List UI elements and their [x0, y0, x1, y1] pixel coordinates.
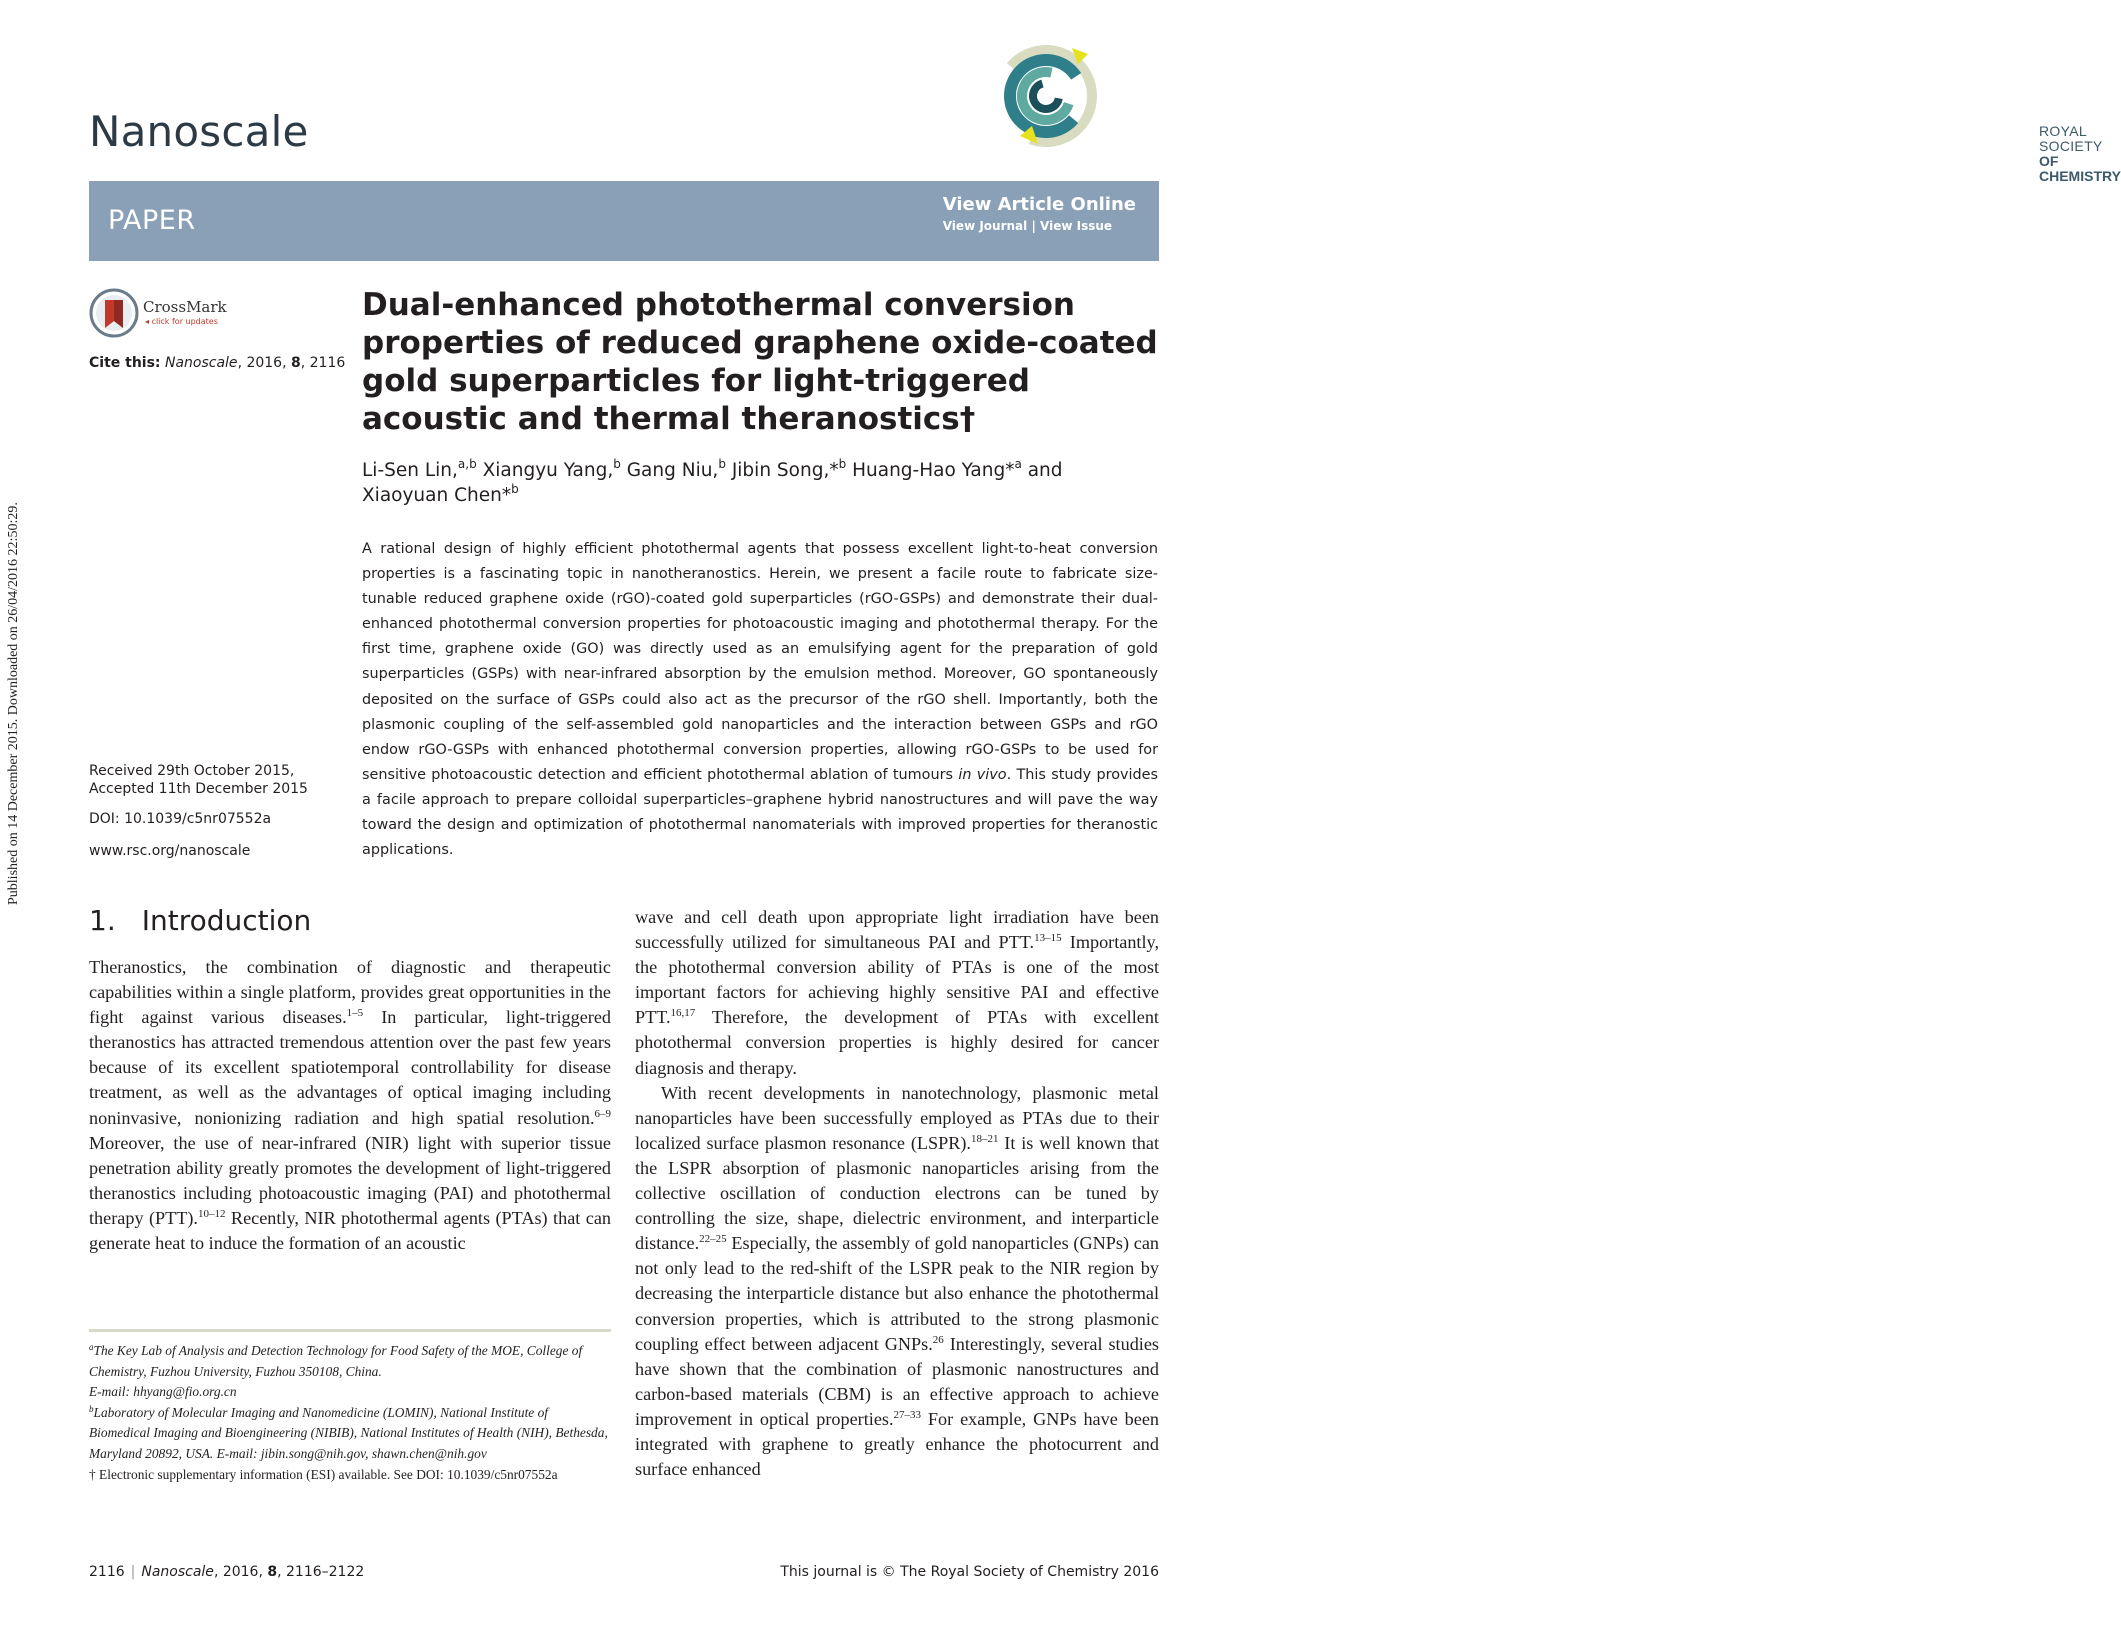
body-text: In particular, light-triggered theranostics has attracted tremendous attention over the past few years because of its excellent spatiotemporal controllability for disease treatment, as well as the advantages of optical imaging including noninvasive, nonionizing radiation and high spatial resolution.	[89, 1007, 611, 1128]
abstract-text: A rational design of highly efficient photothermal agents that possess excellent light-to-heat conversion properties is a fascinating topic in nanotheranostics. Herein, we present a facile route to fabricate size-tunable reduced graphene oxide (rGO)-coated gold superparticles (rGO-GSPs) and demonstrate their dual-enhanced photothermal conversion properties for photoacoustic imaging and photothermal therapy. For the first time, graphene oxide (GO) was directly used as an emulsifying agent for the preparation of gold superparticles (GSPs) with near-infrared absorption by the emulsion method. Moreover, GO spontaneously deposited on the surface of GSPs could also act as the precursor of the rGO shell. Importantly, both the plasmonic coupling of the self-assembled gold nanoparticles and the interaction between GSPs and rGO endow rGO-GSPs with enhanced photothermal conversion properties, allowing rGO-GSPs to be used for sensitive photoacoustic detection and efficient photothermal ablation of tumours	[362, 541, 1158, 783]
rsc-wordmark-line1: ROYAL SOCIETY	[2039, 123, 2103, 154]
section-title: Introduction	[141, 904, 312, 937]
paragraph	[635, 1081, 1159, 1483]
banner-links	[943, 193, 1136, 235]
article-type: PAPER	[108, 205, 196, 236]
body-text: Especially, the assembly of gold nanoparticles (GNPs) can not only lead to the red-shift of the LSPR peak to the NIR region by decreasing the interparticle distance but also enhance the photothermal conversion properties, which is attributed to the strong plasmonic coupling effect between adjacent GNPs.	[635, 1233, 1159, 1354]
citation-ref[interactable]: 13–15	[1034, 932, 1062, 945]
view-issue-link[interactable]: View Issue	[1040, 219, 1113, 233]
abstract	[362, 537, 1158, 863]
rsc-logo-icon	[990, 40, 1150, 152]
citation-ref[interactable]: 6–9	[594, 1107, 611, 1120]
cite-this	[89, 353, 345, 373]
accepted-date: Accepted 11th December 2015	[89, 781, 308, 797]
cite-page: , 2116	[300, 355, 346, 371]
author: Huang-Hao Yang*	[846, 460, 1015, 481]
footnote-divider	[89, 1329, 611, 1332]
citation-ref[interactable]: 22–25	[699, 1233, 727, 1246]
author: Jibin Song,*	[725, 460, 839, 481]
body-text: For example, GNPs have been integrated with graphene to greatly enhance the photocurrent and surface enhanced	[635, 1408, 1160, 1480]
crossmark-label: CrossMark	[143, 298, 227, 316]
page-number: 2116	[89, 1564, 125, 1580]
section-heading	[89, 903, 311, 939]
crossmark-badge[interactable]	[89, 288, 249, 340]
footnote-text: Laboratory of Molecular Imaging and Nanomedicine (LOMIN), National Institute of Biomedical Imaging and Bioengineering (NIBIB), National Institutes of Health (NIH), Bethesda, Maryland 20892, USA. E-mail: jibin.song@nih.gov, shawn.chen@nih.gov	[89, 1404, 608, 1461]
author-list	[362, 458, 1152, 508]
received-dates	[89, 762, 308, 798]
cite-prefix: Cite this:	[89, 355, 161, 371]
view-links-row	[943, 217, 1136, 235]
view-links-divider: |	[1031, 219, 1036, 233]
citation-ref[interactable]: 16,17	[670, 1007, 696, 1020]
download-stamp: Published on 14 December 2015. Downloaded on 26/04/2016 22:50:29.	[6, 502, 21, 905]
body-text: It is well known that the LSPR absorption of plasmonic nanoparticles arising from the collective oscillation of conduction electrons can be tuned by controlling the size, shape, dielectric environment, and interparticle distance.	[635, 1132, 1159, 1254]
body-text: Theranostics, the combination of diagnostic and therapeutic capabilities within a single platform, provides great opportunities in the fight against various diseases.	[89, 957, 611, 1028]
footnote-email[interactable]: E-mail: hhyang@fio.org.cn	[89, 1384, 237, 1400]
footnotes	[89, 1341, 611, 1485]
footer-pages: , 2116–2122	[277, 1564, 365, 1580]
page-footer-copyright: This journal is © The Royal Society of Chemistry 2016	[780, 1564, 1159, 1580]
citation-ref[interactable]: 1–5	[346, 1007, 364, 1020]
citation-ref[interactable]: 27–33	[893, 1408, 922, 1421]
affiliation-sup: a	[1014, 457, 1022, 471]
rsc-logo	[990, 40, 2121, 184]
cite-volume: 8	[291, 355, 301, 371]
section-number: 1.	[89, 904, 116, 937]
body-text: Recently, NIR photothermal agents (PTAs) that can generate heat to induce the formation of an acoustic	[89, 1207, 612, 1254]
affiliation-sup: b	[511, 482, 519, 496]
rsc-wordmark-line2: OF CHEMISTRY	[2039, 153, 2121, 184]
footnote-mark: a	[89, 1342, 94, 1352]
body-column-left	[89, 955, 611, 1256]
view-article-online-link[interactable]: View Article Online	[942, 194, 1136, 215]
footnote-affiliation-a	[89, 1341, 611, 1403]
page-footer-left	[89, 1563, 364, 1581]
body-text: Importantly, the photothermal conversion ability of PTAs is one of the most important factors for achieving highly sensitive PAI and effective PTT.	[635, 932, 1159, 1028]
author: Gang Niu,	[620, 460, 719, 481]
crossmark-sub-text: click for updates	[151, 317, 218, 326]
footnote-mark: b	[89, 1403, 94, 1414]
rsc-wordmark	[2039, 124, 2121, 184]
affiliation-sup: b	[838, 457, 847, 471]
abstract-italic: in vivo	[958, 766, 1007, 783]
received-date: Received 29th October 2015,	[89, 763, 295, 779]
journal-url[interactable]: www.rsc.org/nanoscale	[89, 843, 251, 859]
paragraph	[89, 955, 611, 1256]
footnote-affiliation-b	[89, 1403, 611, 1465]
article-banner	[89, 181, 1159, 261]
crossmark-arrow-icon: ◂	[145, 317, 152, 326]
body-text: With recent developments in nanotechnology, plasmonic metal nanoparticles have been successfully employed as PTAs due to their localized surface plasmon resonance (LSPR).	[635, 1082, 1159, 1153]
author: Xiangyu Yang,	[476, 460, 614, 481]
footer-divider: |	[130, 1564, 136, 1580]
article-doi[interactable]: DOI: 10.1039/c5nr07552a	[89, 811, 272, 827]
body-text: wave and cell death upon appropriate light irradiation have been successfully utilized for simultaneous PAI and PTT.	[635, 907, 1159, 953]
author-and: and	[1021, 460, 1063, 481]
author: Xiaoyuan Chen*	[362, 485, 512, 506]
affiliation-sup: b	[718, 457, 726, 471]
author: Li-Sen Lin,	[362, 460, 458, 481]
citation-ref[interactable]: 18–21	[970, 1132, 999, 1145]
footer-volume: 8	[267, 1564, 278, 1580]
crossmark-icon	[89, 288, 139, 338]
article-title: Dual-enhanced photothermal conversion properties of reduced graphene oxide-coated gold superparticles for light-triggered acoustic and thermal theranostics†	[362, 287, 1158, 437]
citation-ref[interactable]: 26	[932, 1333, 944, 1346]
footnote-text: The Key Lab of Analysis and Detection Technology for Food Safety of the MOE, College of Chemistry, Fuzhou University, Fuzhou 350108, China.	[89, 1343, 583, 1379]
citation-ref[interactable]: 10–12	[197, 1207, 226, 1220]
abstract-text: . This study provides a facile approach to prepare colloidal superparticles–graphene hybrid nanostructures and will pave the way toward the design and optimization of photothermal nanomaterials with improved properties for theranostic applications.	[362, 766, 1159, 859]
body-text: Moreover, the use of near-infrared (NIR) light with superior tissue penetration ability greatly promotes the development of light-triggered theranostics including photoacoustic imaging (PAI) and photothermal therapy (PTT).	[89, 1132, 611, 1228]
footnote-esi: † Electronic supplementary information (ESI) available. See DOI: 10.1039/c5nr07552a	[89, 1466, 558, 1482]
crossmark-sub	[145, 317, 218, 326]
footer-journal: Nanoscale	[141, 1564, 214, 1580]
affiliation-sup: a,b	[457, 457, 477, 471]
view-journal-link[interactable]: View Journal	[942, 219, 1028, 233]
affiliation-sup: b	[613, 457, 621, 471]
cite-year: , 2016,	[237, 355, 291, 371]
paragraph	[635, 905, 1159, 1081]
footer-year: , 2016,	[213, 1564, 268, 1580]
body-text: Interestingly, several studies have shown that the combination of plasmonic nanostructures and carbon-based materials (CBM) is an effective approach to achieve improvement in optical properties.	[635, 1333, 1160, 1429]
body-text: Therefore, the development of PTAs with excellent photothermal conversion properties is highly desired for cancer diagnosis and therapy.	[635, 1007, 1159, 1078]
cite-journal: Nanoscale	[164, 355, 238, 371]
body-column-right	[635, 905, 1159, 1482]
journal-name: Nanoscale	[89, 107, 309, 156]
